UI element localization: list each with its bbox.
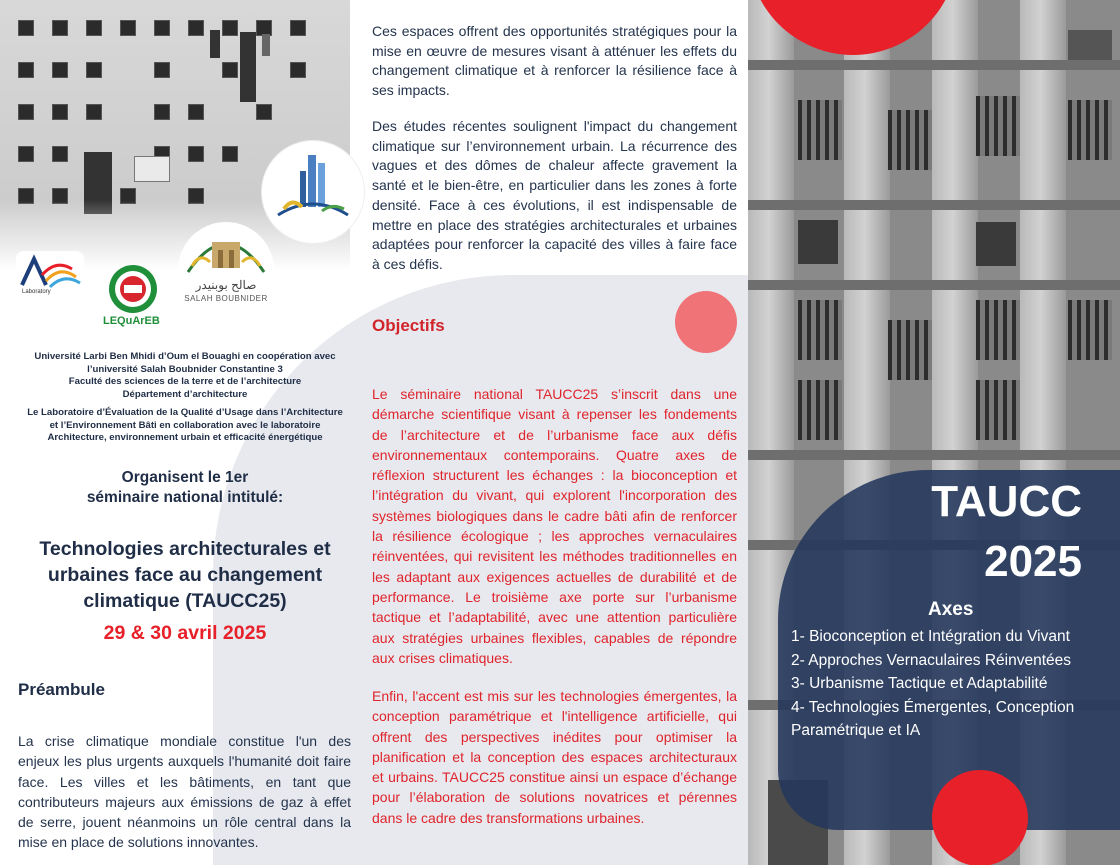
axes-item: 2- Approches Vernaculaires Réinventées: [791, 651, 1072, 669]
objectifs-paragraph: Le séminaire national TAUCC25 s’inscrit dans une démarche scientifique visant à repenser les fondements de l’architecture et de l’urbanisme face aux défis environnementaux contemporains. Quatre axes de réflexion structurent les échanges : la bioconception et l’intégration du vivant, qui explorent l'incorporation des systèmes biologiques dans le cadre bâti afin de renforcer la résilience écologique ; les approches vernaculaires réinventées, qui revisitent les méthodes traditionnelles en les adaptant aux exigences actuelles de durabilité et de performance. Le troisième axe porte sur l’urbanisme tactique et l’adaptabilité, avec une attention particulière aux stratégies urbaines flexibles, capables de répondre aux crises climatiques.: [372, 386, 737, 666]
objectifs-heading: Objectifs: [372, 316, 445, 335]
affiliation-line: Faculté des sciences de la terre et de l’architecture: [68, 376, 302, 387]
lequareb-emblem-icon: [100, 263, 166, 315]
decorative-circle-middle: [675, 291, 737, 353]
laboratory-line: et l’Environnement Bâti en collaboration avec le laboratoire: [49, 419, 321, 431]
event-acronym: [931, 472, 1082, 592]
event-acronym-line: TAUCC: [931, 477, 1082, 526]
laboratory-emblem-icon: [16, 251, 84, 291]
affiliation-line: l’université Salah Boubnider Constantine 3: [87, 363, 283, 375]
lequareb-logo: [100, 263, 166, 329]
laboratory-logo: [16, 251, 84, 301]
laboratory-line: Le Laboratoire d’Évaluation de la Qualité d’Usage dans l’Architecture: [27, 407, 343, 418]
organisers-line: séminaire national intitulé:: [86, 489, 284, 506]
preambule-heading: Préambule: [18, 680, 105, 699]
affiliation-block: [10, 351, 360, 401]
salah-boubnider-label: SALAH BOUBNIDER: [184, 294, 268, 303]
axes-item: 1- Bioconception et Intégration du Vivant: [791, 628, 1070, 645]
context-paragraph: Ces espaces offrent des opportunités stratégiques pour la mise en œuvre de mesures visant à atténuer les effets du changement climatique et à renforcer la résilience face à ses impacts.: [372, 23, 737, 99]
faculty-logo: [262, 141, 364, 243]
salah-boubnider-arabic: صالح بوبنيدر: [195, 278, 257, 292]
studies-paragraph: Des études récentes soulignent l'impact du changement climatique sur l’environnement urbain. La récurrence des vagues et des dômes de chaleur affecte gravement la santé et le bien-être, en particulier dans les zones à forte densité. Face à ces évolutions, il est indispensable de mettre en place des stratégies architecturales et urbaines adaptées pour renforcer la capacité des villes à faire face à ces défis.: [372, 118, 737, 272]
salah-boubnider-logo: [178, 222, 274, 308]
organisers-line: Organisent le 1er: [121, 469, 249, 486]
axes-item: 4- Technologies Émergentes, Conception Paramétrique et IA: [791, 698, 1075, 739]
building-skyline-icon: [262, 141, 364, 243]
decorative-circle-bottom: [932, 770, 1028, 865]
preambule-text: La crise climatique mondiale constitue l'un des enjeux les plus urgents auxquels l'humanité doit faire face. Les villes et les bâtiments, en tant que contributeurs majeurs aux émissions de gaz à effet de serre, jouent néanmoins un rôle central dans la mise en place de solutions innovantes.: [18, 733, 351, 851]
axes-list: [791, 625, 1120, 743]
seminar-title: Technologies architecturales et urbaines face au changement climatique (TAUCC25): [39, 538, 331, 612]
laboratory-block: [10, 407, 360, 445]
affiliation-line: Université Larbi Ben Mhidi d’Oum el Bouaghi en coopération avec: [34, 351, 336, 362]
objectifs-paragraph-2: Enfin, l'accent est mis sur les technologies émergentes, la conception paramétrique et l'intelligence artificielle, qui offrent des perspectives inédites pour optimiser la planification et la conception des espaces architecturaux et urbains. TAUCC25 constitue ainsi un espace d’échange pour l’élaboration de solutions novatrices et pérennes dans le cadre des transformations urbaines.: [372, 688, 737, 826]
event-year: 2025: [984, 537, 1082, 586]
axes-heading: Axes: [928, 599, 974, 620]
organisers-intro: [10, 468, 360, 508]
laboratory-line: Architecture, environnement urbain et efficacité énergétique: [47, 432, 323, 443]
seminar-date: 29 & 30 avril 2025: [103, 622, 267, 644]
axes-item: 3- Urbanisme Tactique et Adaptabilité: [791, 675, 1048, 692]
laboratory-logo-label: Laboratory: [22, 289, 51, 295]
lequareb-logo-label: LEQuArEB: [103, 315, 160, 327]
affiliation-line: Département d’architecture: [122, 388, 248, 400]
